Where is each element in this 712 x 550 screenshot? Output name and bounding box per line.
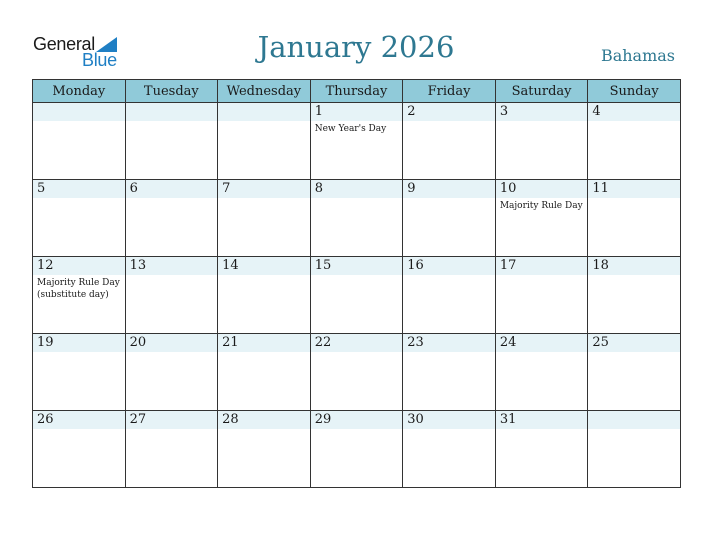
day-cell	[588, 180, 681, 257]
day-number: 28	[222, 412, 239, 427]
day-number: 18	[592, 258, 609, 273]
day-number-bar	[126, 103, 218, 121]
week-row	[33, 180, 681, 257]
weekday-header: Tuesday	[125, 80, 218, 103]
day-number-bar	[311, 411, 403, 429]
day-number-bar	[126, 180, 218, 198]
holiday-label	[311, 198, 403, 200]
holiday-label	[403, 121, 495, 123]
day-number-bar	[588, 257, 680, 275]
day-number: 6	[129, 181, 138, 196]
day-cell	[403, 180, 496, 257]
day-number: 5	[37, 181, 46, 196]
day-number-bar	[311, 103, 403, 121]
day-number-bar	[126, 334, 218, 352]
day-cell	[310, 180, 403, 257]
day-number-bar	[218, 103, 310, 121]
day-cell	[310, 334, 403, 411]
day-number: 12	[37, 258, 54, 273]
day-number: 8	[314, 181, 323, 196]
day-cell	[125, 103, 218, 180]
holiday-label	[403, 275, 495, 277]
day-cell	[588, 257, 681, 334]
day-cell	[588, 103, 681, 180]
day-number-bar	[33, 103, 125, 121]
day-number-bar	[496, 103, 588, 121]
holiday-label: Majority Rule Day	[499, 201, 583, 211]
day-number: 23	[407, 335, 424, 350]
holiday-label	[588, 121, 680, 123]
day-number: 30	[407, 412, 424, 427]
day-number: 17	[499, 258, 517, 273]
day-number: 10	[499, 181, 517, 196]
day-cell	[403, 257, 496, 334]
day-cell	[33, 334, 126, 411]
holiday-label: Majority Rule Day (substitute day)	[37, 278, 120, 300]
holiday-label	[218, 275, 310, 277]
holiday-label	[496, 429, 588, 431]
holiday-label	[588, 198, 680, 200]
day-cell	[403, 103, 496, 180]
day-number: 14	[222, 258, 239, 273]
day-number: 24	[499, 335, 517, 350]
day-cell	[125, 180, 218, 257]
day-cell	[125, 257, 218, 334]
day-cell	[588, 411, 681, 488]
day-cell	[310, 257, 403, 334]
day-number-bar	[403, 411, 495, 429]
day-cell	[33, 103, 126, 180]
day-number: 16	[407, 258, 424, 273]
day-number-bar	[496, 180, 588, 198]
day-number-bar	[311, 180, 403, 198]
day-cell	[310, 103, 403, 180]
holiday-label	[311, 352, 403, 354]
day-cell	[495, 180, 588, 257]
week-row	[33, 411, 681, 488]
day-number-bar	[311, 257, 403, 275]
calendar-grid	[32, 79, 681, 488]
holiday-label	[33, 198, 125, 200]
holiday-label	[496, 121, 588, 123]
holiday-label	[496, 275, 588, 277]
day-cell	[403, 334, 496, 411]
day-number-bar	[218, 411, 310, 429]
holiday-label	[126, 121, 218, 123]
day-number-bar	[403, 257, 495, 275]
day-number-bar	[496, 334, 588, 352]
week-row	[33, 103, 681, 180]
day-cell	[403, 411, 496, 488]
holiday-label	[403, 198, 495, 200]
day-cell	[218, 411, 311, 488]
day-number: 22	[314, 335, 332, 350]
day-number-bar	[33, 257, 125, 275]
day-number: 11	[592, 181, 609, 196]
day-cell	[495, 411, 588, 488]
day-number-bar	[126, 257, 218, 275]
day-number-bar	[126, 411, 218, 429]
day-number-bar	[588, 334, 680, 352]
weekday-header: Wednesday	[218, 80, 311, 103]
logo-text-blue: Blue	[82, 50, 117, 70]
holiday-label	[33, 121, 125, 123]
day-cell	[33, 257, 126, 334]
day-number-bar	[496, 411, 588, 429]
day-number-bar	[403, 334, 495, 352]
day-number-bar	[311, 334, 403, 352]
holiday-label	[588, 429, 680, 431]
day-number: 29	[314, 412, 332, 427]
holiday-label: New Year's Day	[314, 124, 387, 134]
weekday-header: Saturday	[495, 80, 588, 103]
day-number-bar	[33, 180, 125, 198]
day-number-bar	[218, 180, 310, 198]
day-number: 4	[592, 104, 601, 119]
holiday-label	[126, 198, 218, 200]
day-cell	[125, 411, 218, 488]
day-number: 1	[314, 104, 323, 119]
holiday-label	[588, 275, 680, 277]
day-number-bar	[403, 103, 495, 121]
day-number: 19	[37, 335, 54, 350]
logo-text-general: General	[33, 34, 95, 54]
weekday-header: Friday	[403, 80, 496, 103]
day-number: 9	[407, 181, 416, 196]
day-number-bar	[218, 334, 310, 352]
day-cell	[125, 334, 218, 411]
day-cell	[495, 257, 588, 334]
day-cell	[495, 103, 588, 180]
day-cell	[218, 257, 311, 334]
weekday-header-row	[33, 80, 681, 103]
day-cell	[218, 103, 311, 180]
holiday-label	[496, 352, 588, 354]
day-cell	[33, 180, 126, 257]
day-number: 26	[37, 412, 54, 427]
day-number: 27	[129, 412, 147, 427]
holiday-label	[218, 121, 310, 123]
holiday-label	[311, 275, 403, 277]
holiday-label	[588, 352, 680, 354]
day-number: 7	[222, 181, 231, 196]
holiday-label	[311, 429, 403, 431]
country-label: Bahamas	[600, 46, 675, 65]
day-number: 20	[129, 335, 147, 350]
weekday-header: Thursday	[310, 80, 403, 103]
day-number: 15	[314, 258, 332, 273]
day-cell	[33, 411, 126, 488]
day-number-bar	[403, 180, 495, 198]
holiday-label	[403, 352, 495, 354]
holiday-label	[126, 429, 218, 431]
day-number-bar	[588, 180, 680, 198]
holiday-label	[403, 429, 495, 431]
day-cell	[218, 334, 311, 411]
day-number-bar	[588, 411, 680, 429]
holiday-label	[218, 352, 310, 354]
holiday-label	[218, 429, 310, 431]
holiday-label	[126, 352, 218, 354]
day-cell	[588, 334, 681, 411]
day-number-bar	[218, 257, 310, 275]
holiday-label	[33, 429, 125, 431]
week-row	[33, 257, 681, 334]
day-cell	[310, 411, 403, 488]
day-number: 25	[592, 335, 609, 350]
day-number-bar	[33, 411, 125, 429]
day-cell	[495, 334, 588, 411]
week-row	[33, 334, 681, 411]
holiday-label	[33, 352, 125, 354]
day-number: 31	[499, 412, 517, 427]
weekday-header: Monday	[33, 80, 126, 103]
day-number-bar	[33, 334, 125, 352]
day-number-bar	[588, 103, 680, 121]
calendar-title: January 2026	[257, 30, 455, 64]
day-number: 13	[129, 258, 147, 273]
day-number: 3	[499, 104, 509, 119]
holiday-label	[218, 198, 310, 200]
calendar-body	[33, 103, 681, 488]
day-cell	[218, 180, 311, 257]
weekday-header: Sunday	[588, 80, 681, 103]
holiday-label	[126, 275, 218, 277]
day-number-bar	[496, 257, 588, 275]
day-number: 2	[407, 104, 416, 119]
day-number: 21	[222, 335, 239, 350]
